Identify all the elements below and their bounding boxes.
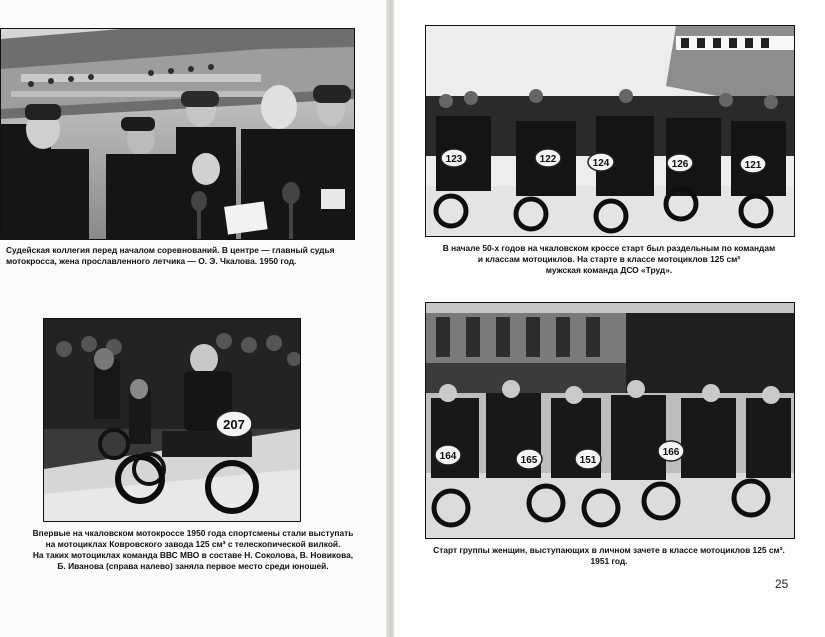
bib-number: 151 xyxy=(579,455,597,466)
bib-number: 121 xyxy=(744,160,762,171)
bib-number: 164 xyxy=(439,451,457,462)
women-start-photo-art xyxy=(426,303,794,538)
bib-number: 166 xyxy=(662,447,680,458)
caption-line: мужская команда ДСО «Труд». xyxy=(545,265,673,275)
caption-line: Старт группы женщин, выступающих в личном зачете в классе мотоциклов 125 см³. xyxy=(433,545,785,555)
caption-line: Впервые на чкаловском мотокроссе 1950 года спортсмены стали выступать xyxy=(32,528,354,538)
caption-rider-207 xyxy=(0,528,386,572)
bib-number: 124 xyxy=(592,158,610,169)
bib-number: 165 xyxy=(520,455,538,466)
right-page xyxy=(394,0,825,637)
left-page xyxy=(0,0,388,637)
caption-line: 1951 год. xyxy=(590,556,628,566)
bib-number: 123 xyxy=(445,154,463,165)
bib-number: 122 xyxy=(539,154,557,165)
photo-women-start xyxy=(425,302,795,539)
caption-line: На таких мотоциклах команда ВВС МВО в составе Н. Соколова, В. Новикова, xyxy=(32,550,354,560)
caption-line: Судейская коллегия перед началом соревнований. В центре — главный судья xyxy=(6,245,335,255)
photo-judges-panel xyxy=(0,28,355,240)
men-start-photo-art xyxy=(426,26,794,236)
page-number: 25 xyxy=(775,577,789,591)
caption-line: и классам мотоциклов. На старте в классе мотоциклов 125 см³ xyxy=(477,254,741,264)
caption-line: В начале 50-х годов на чкаловском кроссе старт был раздельным по командам xyxy=(442,243,776,253)
caption-line: на мотоциклах Ковровского завода 125 см³ с телескопической вилкой. xyxy=(45,539,341,549)
photo-rider-207 xyxy=(43,318,301,522)
caption-women-start xyxy=(404,545,814,567)
bib-number: 126 xyxy=(671,159,689,170)
caption-judges-panel xyxy=(6,245,386,267)
caption-line: Б. Иванова (справа налево) заняла первое место среди юношей. xyxy=(57,561,329,571)
photo-men-start xyxy=(425,25,795,237)
rider-bib-number: 207 xyxy=(223,417,245,432)
rider-photo-art xyxy=(44,319,300,521)
judges-photo-art xyxy=(1,29,354,239)
caption-line: мотокросса, жена прославленного летчика — О. Э. Чкалова. 1950 год. xyxy=(6,256,297,266)
caption-men-start xyxy=(404,243,814,276)
